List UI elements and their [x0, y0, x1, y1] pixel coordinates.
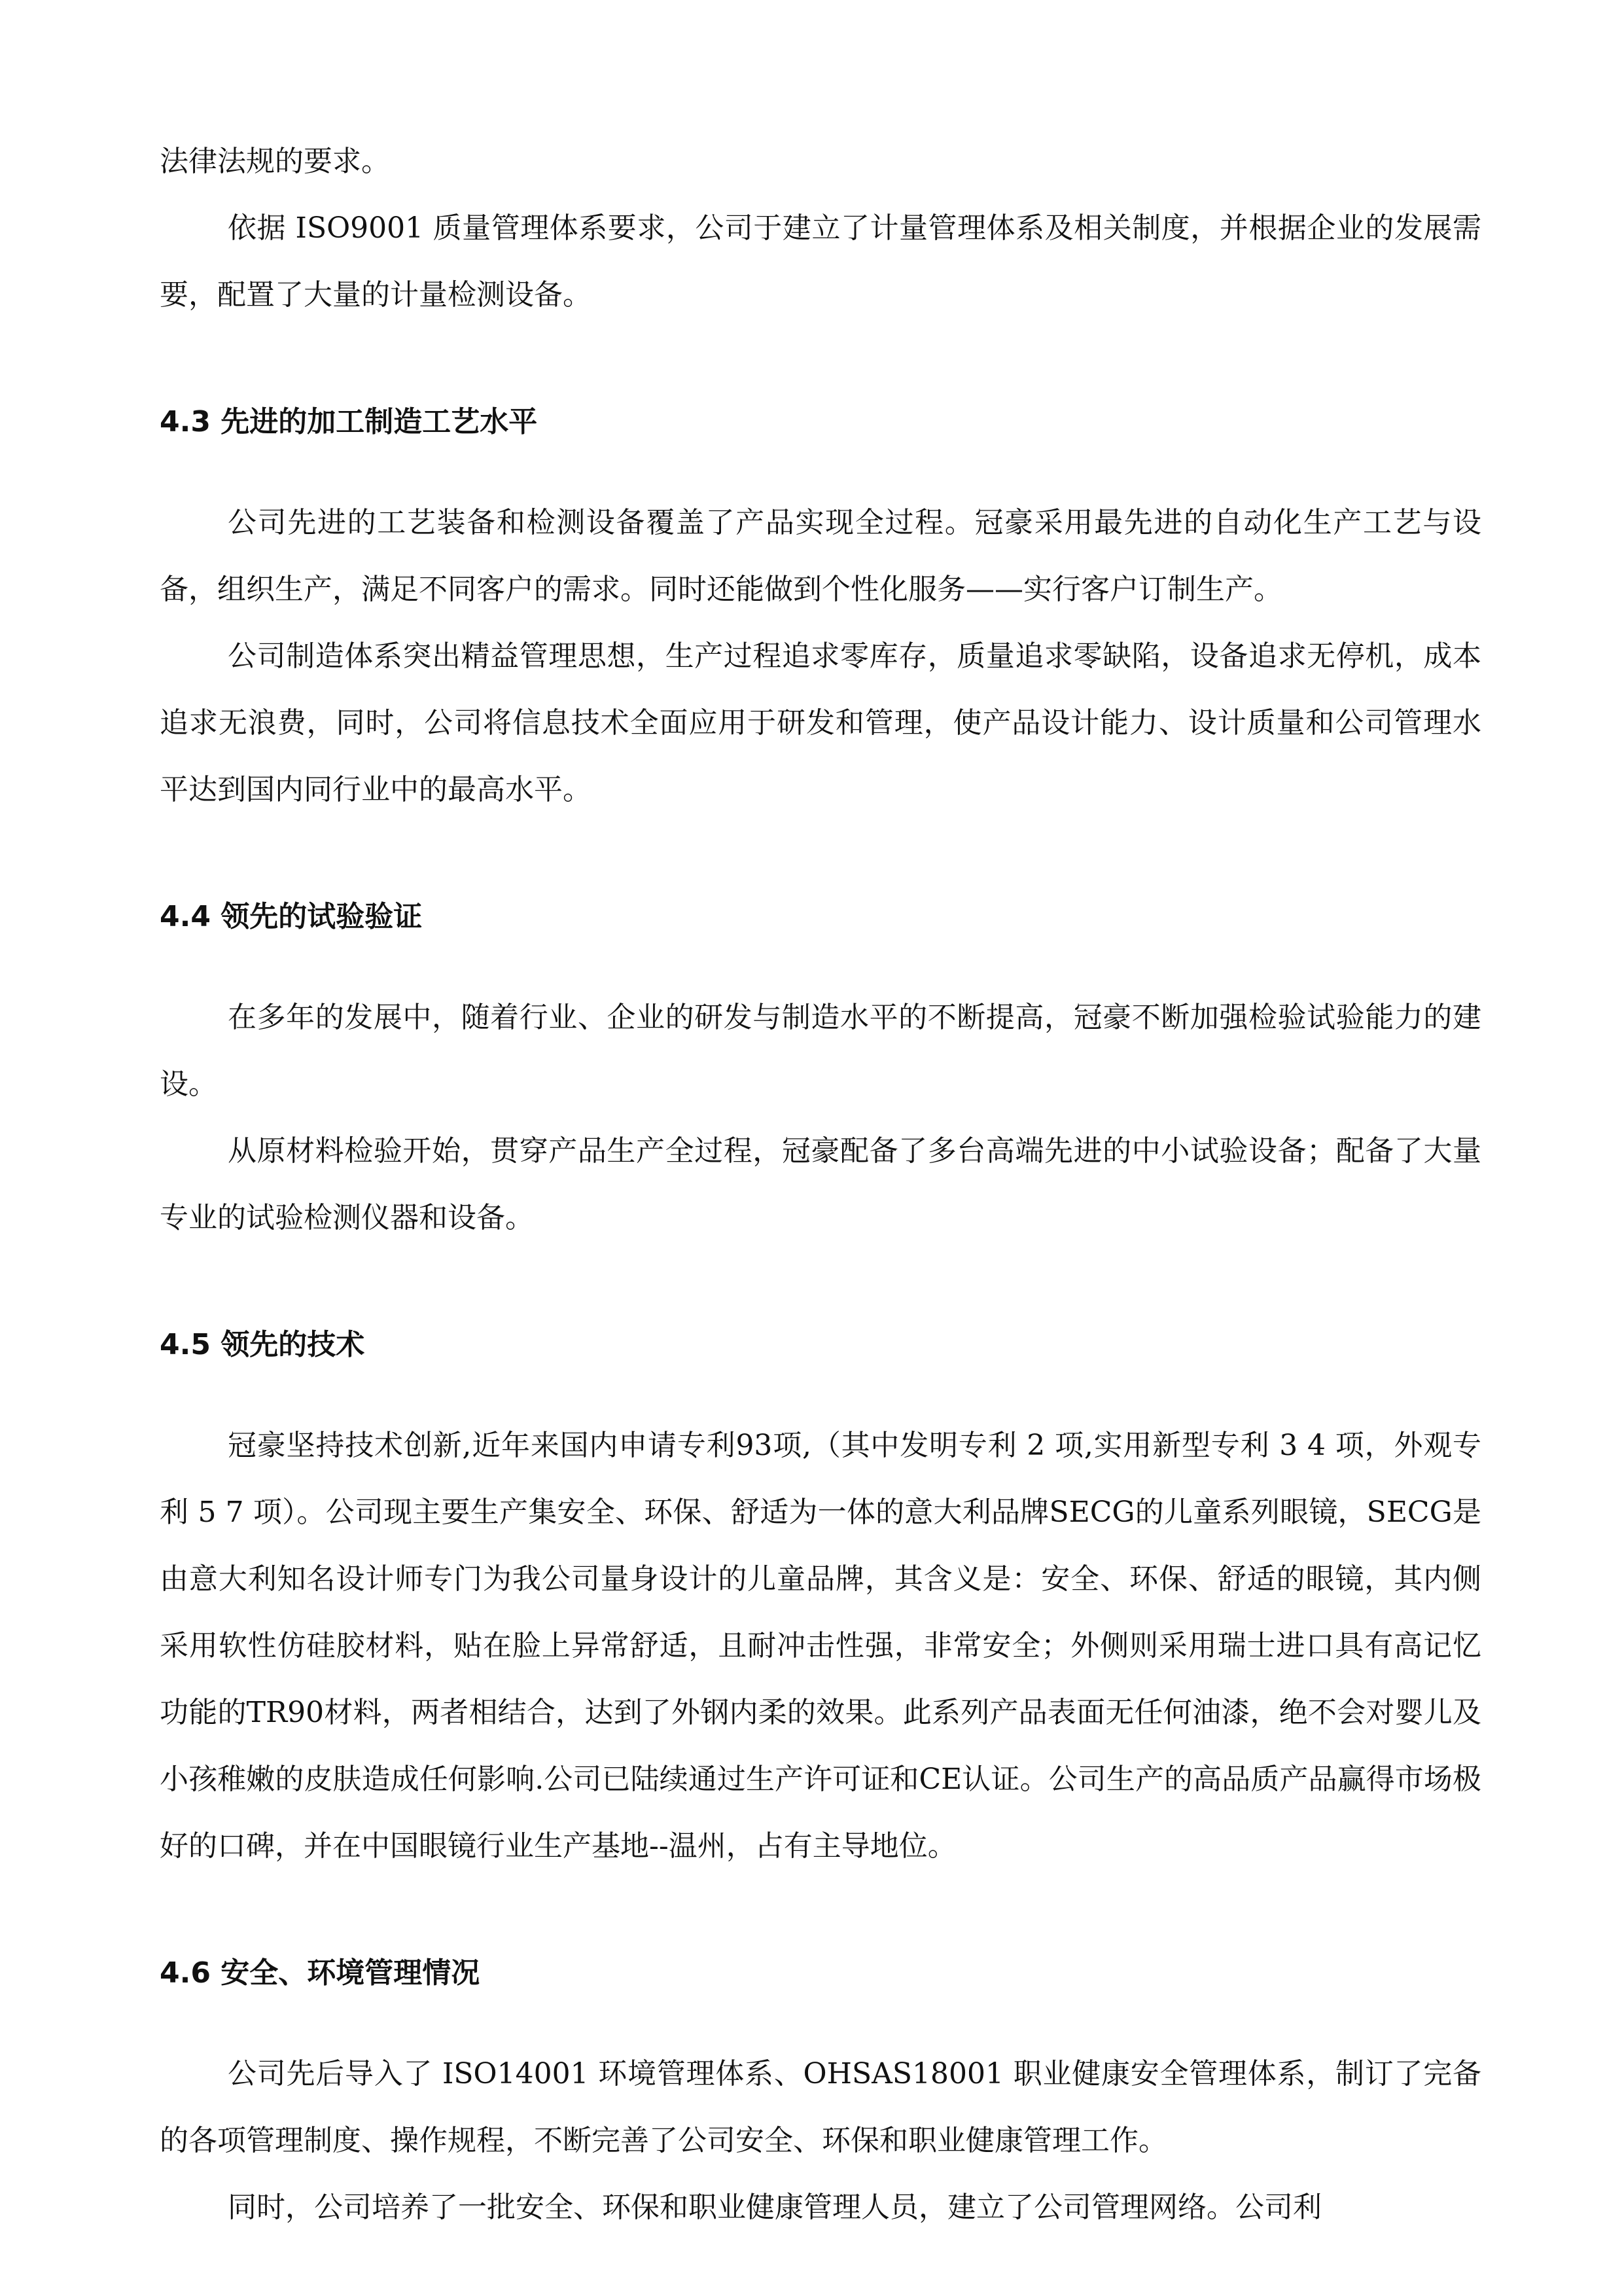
section-4-6-title: 4.6 安全、环境管理情况: [160, 1956, 480, 1990]
section-spacer: [160, 1378, 1481, 1412]
section-spacer: [160, 1251, 1481, 1312]
section-4-3-paragraph-1: 公司先进的工艺装备和检测设备覆盖了产品实现全过程。冠豪采用最先进的自动化生产工艺与设备，组织生产，满足不同客户的需求。同时还能做到个性化服务——实行客户订制生产。: [160, 506, 1481, 606]
section-spacer: [160, 950, 1481, 984]
section-spacer: [160, 1880, 1481, 1940]
section-4-4-paragraph-2: 从原材料检验开始，贯穿产品生产全过程，冠豪配备了多台高端先进的中小试验设备；配备了大量专业的试验检测仪器和设备。: [160, 1134, 1481, 1234]
section-4-3-paragraph-2: 公司制造体系突出精益管理思想，生产过程追求零库存，质量追求零缺陷，设备追求无停机，成本追求无浪费，同时，公司将信息技术全面应用于研发和管理，使产品设计能力、设计质量和公司管理水平达到国内同行业中的最高水平。: [160, 639, 1481, 806]
document-page: [160, 128, 1481, 2241]
section-4-6-paragraph-1: 公司先后导入了 ISO14001 环境管理体系、OHSAS18001 职业健康安全管理体系，制订了完备的各项管理制度、操作规程，不断完善了公司安全、环保和职业健康管理工作。: [160, 2057, 1481, 2157]
section-spacer: [160, 329, 1481, 389]
section-4-6-paragraph-2: 同时，公司培养了一批安全、环保和职业健康管理人员，建立了公司管理网络。公司利: [228, 2191, 1322, 2224]
section-spacer: [160, 2007, 1481, 2041]
section-spacer: [160, 823, 1481, 884]
paragraph-iso9001: 依据 ISO9001 质量管理体系要求，公司于建立了计量管理体系及相关制度，并根据企业的发展需要，配置了大量的计量检测设备。: [160, 211, 1481, 312]
paragraph-continuation: 法律法规的要求。: [160, 145, 390, 178]
section-4-5-title: 4.5 领先的技术: [160, 1328, 365, 1361]
section-4-5-paragraph-1: 冠豪坚持技术创新,近年来国内申请专利93项,（其中发明专利 2 项,实用新型专利 3 4 项，外观专利 5 7 项）。公司现主要生产集安全、环保、舒适为一体的意大利品牌SECG的儿童系列眼镜，SECG是由意大利知名设计师专门为我公司量身设计的儿童品牌，其含义是：安全、环保、舒适的眼镜，其内侧采用软性仿硅胶材料，贴在脸上异常舒适，且耐冲击性强，非常安全；外侧则采用瑞士进口具有高记忆功能的TR90材料，两者相结合，达到了外钢内柔的效果。此系列产品表面无任何油漆，绝不会对婴儿及小孩稚嫩的皮肤造成任何影响.公司已陆续通过生产许可证和CE认证。公司生产的高品质产品赢得市场极好的口碑，并在中国眼镜行业生产基地--温州，占有主导地位。: [160, 1429, 1481, 1863]
section-spacer: [160, 456, 1481, 490]
section-4-3-title: 4.3 先进的加工制造工艺水平: [160, 405, 538, 439]
section-4-4-title: 4.4 领先的试验验证: [160, 900, 423, 933]
section-4-4-paragraph-1: 在多年的发展中，随着行业、企业的研发与制造水平的不断提高，冠豪不断加强检验试验能力的建设。: [160, 1001, 1481, 1101]
